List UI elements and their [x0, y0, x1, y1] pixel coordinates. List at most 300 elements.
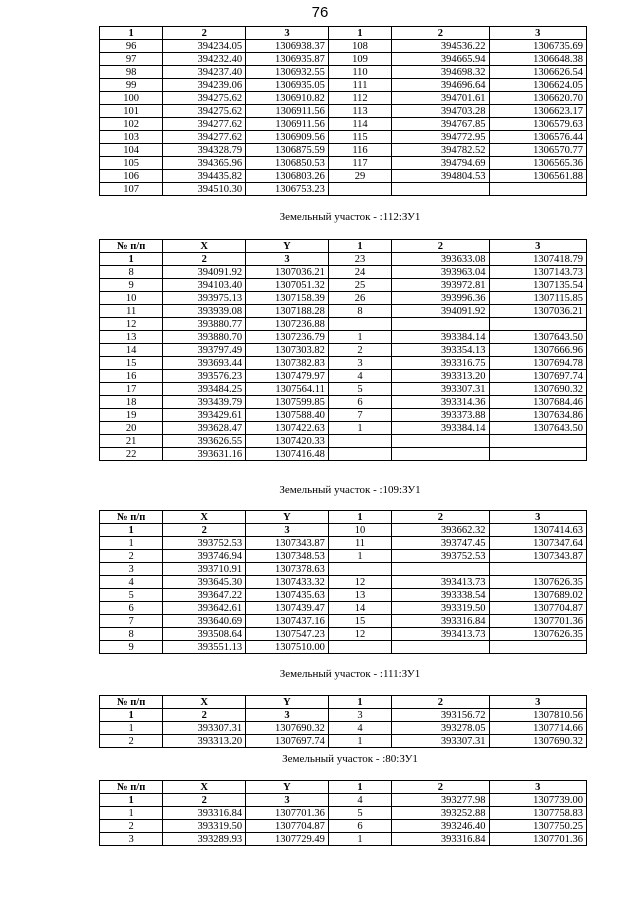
table-cell: 1306623.17 [489, 105, 586, 118]
table-row [100, 641, 587, 654]
table-cell: 2 [163, 253, 246, 266]
table-cell: 1306909.56 [246, 131, 329, 144]
table-cell: 1307701.36 [246, 807, 329, 820]
table-row [100, 435, 587, 448]
table-cell: 393551.13 [163, 641, 246, 654]
table-row [100, 563, 587, 576]
table-cell: 394275.62 [163, 92, 246, 105]
table-cell: 1307704.87 [489, 602, 586, 615]
table-cell: 1307626.35 [489, 576, 586, 589]
table-cell: 393429.61 [163, 409, 246, 422]
table-cell: 22 [100, 448, 163, 461]
table-cell: 1307303.82 [246, 344, 329, 357]
table-cell: 393797.49 [163, 344, 246, 357]
table-cell: 14 [328, 602, 391, 615]
table-cell: 394804.53 [392, 170, 489, 183]
table-cell: 2 [392, 696, 489, 709]
table-cell: 1306570.77 [489, 144, 586, 157]
table-cell [489, 183, 586, 196]
table-cell: 1 [100, 524, 163, 537]
table-cell [328, 318, 391, 331]
table-cell: 393939.08 [163, 305, 246, 318]
table-cell: 2 [328, 344, 391, 357]
table-cell: 23 [328, 253, 391, 266]
table-cell: 15 [328, 615, 391, 628]
table-cell: 104 [100, 144, 163, 157]
table-cell: 393628.47 [163, 422, 246, 435]
table-cell: 393576.23 [163, 370, 246, 383]
table-row [100, 370, 587, 383]
table-cell: 1307115.85 [489, 292, 586, 305]
table-cell: 10 [328, 524, 391, 537]
table-cell: 11 [328, 537, 391, 550]
table-cell: 1 [328, 550, 391, 563]
table-cell: 8 [100, 266, 163, 279]
table-cell: 16 [100, 370, 163, 383]
table-cell: 393439.79 [163, 396, 246, 409]
table-cell: 1306935.87 [246, 53, 329, 66]
table-cell: 393975.13 [163, 292, 246, 305]
table-cell: 1307439.47 [246, 602, 329, 615]
table-row [100, 105, 587, 118]
table-cell: 1306620.70 [489, 92, 586, 105]
table-cell: 110 [328, 66, 391, 79]
table-cell: 393354.13 [392, 344, 489, 357]
header-row [100, 709, 587, 722]
table-cell: 1307666.96 [489, 344, 586, 357]
table-cell: 394794.69 [392, 157, 489, 170]
table-cell: 115 [328, 131, 391, 144]
table-cell: 13 [100, 331, 163, 344]
table-cell: 393246.40 [392, 820, 489, 833]
table-cell: 1 [100, 709, 163, 722]
table-cell: 21 [100, 435, 163, 448]
header-row [100, 240, 587, 253]
table-row [100, 79, 587, 92]
table-cell: 1307510.00 [246, 641, 329, 654]
table-cell: 3 [246, 253, 329, 266]
table-cell: 393631.16 [163, 448, 246, 461]
table-cell: 393633.08 [392, 253, 489, 266]
table-cell: 1307343.87 [246, 537, 329, 550]
table-cell: 393626.55 [163, 435, 246, 448]
table-cell: 394239.06 [163, 79, 246, 92]
header-row [100, 524, 587, 537]
table-cell: 2 [392, 27, 489, 40]
table-cell: 1 [328, 27, 391, 40]
table-cell: 1306753.23 [246, 183, 329, 196]
table-cell: 1306935.05 [246, 79, 329, 92]
table-cell: № п/п [100, 240, 163, 253]
coordinate-table-80 [99, 780, 587, 846]
table-row [100, 576, 587, 589]
table-cell: 3 [489, 511, 586, 524]
table-cell: 1307690.32 [246, 722, 329, 735]
table-cell: 393319.50 [163, 820, 246, 833]
table-cell: 1307690.32 [489, 383, 586, 396]
table-cell: 1307036.21 [246, 266, 329, 279]
table-cell: Y [246, 240, 329, 253]
table-cell: 393640.69 [163, 615, 246, 628]
table-row [100, 118, 587, 131]
table-cell: 393746.94 [163, 550, 246, 563]
table-cell: 394232.40 [163, 53, 246, 66]
table-cell: 393710.91 [163, 563, 246, 576]
table-cell: 394091.92 [163, 266, 246, 279]
table-cell: X [163, 511, 246, 524]
table-cell: 393384.14 [392, 331, 489, 344]
table-cell: 5 [328, 383, 391, 396]
table-cell: 3 [246, 524, 329, 537]
header-row [100, 27, 587, 40]
table-cell: 393313.20 [163, 735, 246, 748]
table-cell: 1307135.54 [489, 279, 586, 292]
table-cell: 1307378.63 [246, 563, 329, 576]
table-cell: 117 [328, 157, 391, 170]
table-cell: 9 [100, 641, 163, 654]
table-cell: 393316.84 [392, 833, 489, 846]
table-row [100, 40, 587, 53]
table-cell: 393316.75 [392, 357, 489, 370]
table-cell: 7 [328, 409, 391, 422]
table-row [100, 318, 587, 331]
table-row [100, 550, 587, 563]
table-cell: № п/п [100, 511, 163, 524]
table-cell: 1307714.66 [489, 722, 586, 735]
table-row [100, 833, 587, 846]
table-row [100, 448, 587, 461]
header-row [100, 511, 587, 524]
table-cell: 2 [163, 794, 246, 807]
table-cell: 1306565.36 [489, 157, 586, 170]
table-cell: 1306579.63 [489, 118, 586, 131]
table-row [100, 357, 587, 370]
table-row [100, 144, 587, 157]
table-cell: 1307382.83 [246, 357, 329, 370]
table-cell: 393662.32 [392, 524, 489, 537]
table-cell: 1307348.53 [246, 550, 329, 563]
table-cell: 20 [100, 422, 163, 435]
table-cell: 1 [100, 722, 163, 735]
table-cell: 2 [163, 524, 246, 537]
table-cell: 1 [328, 331, 391, 344]
table-cell: 1307433.32 [246, 576, 329, 589]
table-cell: 1307422.63 [246, 422, 329, 435]
table-cell: 4 [328, 370, 391, 383]
page-number: 76 [311, 4, 329, 21]
table-cell: 106 [100, 170, 163, 183]
table-cell: 394703.28 [392, 105, 489, 118]
table-row [100, 383, 587, 396]
table-cell: 12 [328, 628, 391, 641]
table-cell: 6 [328, 396, 391, 409]
table-cell: 1307729.49 [246, 833, 329, 846]
table-cell: 1307758.83 [489, 807, 586, 820]
table-cell: 393642.61 [163, 602, 246, 615]
coordinate-table-109 [99, 510, 587, 654]
table-cell: 1307564.11 [246, 383, 329, 396]
table-cell: 1 [328, 735, 391, 748]
table-cell: 4 [328, 722, 391, 735]
table-cell: 393314.36 [392, 396, 489, 409]
table-row [100, 422, 587, 435]
table-caption-109: Земельный участок - :109:ЗУ1 [279, 484, 421, 496]
table-cell: 7 [100, 615, 163, 628]
table-cell: 394536.22 [392, 40, 489, 53]
table-cell: 4 [100, 576, 163, 589]
table-cell: 394698.32 [392, 66, 489, 79]
table-cell: 101 [100, 105, 163, 118]
coordinate-table-111 [99, 695, 587, 748]
table-row [100, 66, 587, 79]
table-cell: 4 [328, 794, 391, 807]
table-cell: 8 [100, 628, 163, 641]
table-cell: Y [246, 511, 329, 524]
table-cell: 103 [100, 131, 163, 144]
table-cell: 393307.31 [392, 383, 489, 396]
table-cell: № п/п [100, 696, 163, 709]
table-cell: X [163, 240, 246, 253]
table-cell: 393252.88 [392, 807, 489, 820]
table-cell: 3 [328, 357, 391, 370]
table-cell: 1307437.16 [246, 615, 329, 628]
table-cell: 99 [100, 79, 163, 92]
table-cell: 97 [100, 53, 163, 66]
table-cell: 1306626.54 [489, 66, 586, 79]
table-cell: 3 [489, 240, 586, 253]
table-cell: 393289.93 [163, 833, 246, 846]
table-cell: 393963.04 [392, 266, 489, 279]
table-cell: 3 [246, 709, 329, 722]
table-cell: 3 [489, 27, 586, 40]
table-cell: 1307750.25 [489, 820, 586, 833]
table-cell [489, 448, 586, 461]
table-cell: 1307690.32 [489, 735, 586, 748]
table-cell: 1306561.88 [489, 170, 586, 183]
table-cell: 393693.44 [163, 357, 246, 370]
table-cell: 12 [328, 576, 391, 589]
table-cell: 14 [100, 344, 163, 357]
table-cell: 1307158.39 [246, 292, 329, 305]
table-cell: 24 [328, 266, 391, 279]
table-cell: 113 [328, 105, 391, 118]
table-cell: 394665.94 [392, 53, 489, 66]
table-cell: 394767.85 [392, 118, 489, 131]
table-cell: 393880.77 [163, 318, 246, 331]
table-cell: 116 [328, 144, 391, 157]
table-cell: 1307684.46 [489, 396, 586, 409]
table-cell: 1306938.37 [246, 40, 329, 53]
table-cell: 394701.61 [392, 92, 489, 105]
table-cell: 393880.70 [163, 331, 246, 344]
table-cell: 394510.30 [163, 183, 246, 196]
table-cell: 393972.81 [392, 279, 489, 292]
table-row [100, 602, 587, 615]
table-cell: 96 [100, 40, 163, 53]
table-cell: 393747.45 [392, 537, 489, 550]
table-cell: 1 [100, 27, 163, 40]
table-cell: 1307347.64 [489, 537, 586, 550]
table-row [100, 305, 587, 318]
table-cell [489, 318, 586, 331]
table-cell: 1307547.23 [246, 628, 329, 641]
table-cell: 1307343.87 [489, 550, 586, 563]
table-cell: 394234.05 [163, 40, 246, 53]
header-row [100, 253, 587, 266]
header-row [100, 696, 587, 709]
table-cell: 1307416.48 [246, 448, 329, 461]
table-cell: 2 [100, 550, 163, 563]
table-cell: 1306624.05 [489, 79, 586, 92]
table-cell: 1307701.36 [489, 615, 586, 628]
table-cell: 111 [328, 79, 391, 92]
table-cell: 1307435.63 [246, 589, 329, 602]
table-cell: 1306911.56 [246, 105, 329, 118]
table-cell: X [163, 696, 246, 709]
table-row [100, 157, 587, 170]
table-cell: 1307739.00 [489, 794, 586, 807]
table-cell: 107 [100, 183, 163, 196]
table-cell: 1307599.85 [246, 396, 329, 409]
table-row [100, 53, 587, 66]
table-row [100, 589, 587, 602]
table-cell: 394772.95 [392, 131, 489, 144]
table-cell [328, 641, 391, 654]
table-cell: 393413.73 [392, 576, 489, 589]
table-cell: 1307634.86 [489, 409, 586, 422]
table-cell: 1306735.69 [489, 40, 586, 53]
table-cell: 1307704.87 [246, 820, 329, 833]
table-row [100, 807, 587, 820]
table-cell: 394103.40 [163, 279, 246, 292]
table-cell [328, 183, 391, 196]
table-cell: № п/п [100, 781, 163, 794]
table-cell [392, 318, 489, 331]
table-cell: 394277.62 [163, 118, 246, 131]
table-cell: 100 [100, 92, 163, 105]
table-cell: 3 [328, 709, 391, 722]
table-cell: 3 [100, 563, 163, 576]
table-cell: 1307236.88 [246, 318, 329, 331]
table-cell: 1 [328, 833, 391, 846]
table-cell: 2 [100, 820, 163, 833]
table-cell: 6 [100, 602, 163, 615]
table-cell: 394696.64 [392, 79, 489, 92]
table-cell: 393319.50 [392, 602, 489, 615]
table-cell: 1306911.56 [246, 118, 329, 131]
table-cell: 1307626.35 [489, 628, 586, 641]
table-cell: 1307420.33 [246, 435, 329, 448]
table-row [100, 537, 587, 550]
table-cell: 13 [328, 589, 391, 602]
table-cell: Y [246, 781, 329, 794]
table-cell: 25 [328, 279, 391, 292]
table-row [100, 344, 587, 357]
table-cell: 393752.53 [392, 550, 489, 563]
table-cell: 3 [489, 781, 586, 794]
table-cell: 2 [163, 27, 246, 40]
table-cell: 10 [100, 292, 163, 305]
table-cell: 394237.40 [163, 66, 246, 79]
table-cell: 1307697.74 [489, 370, 586, 383]
table-cell: 1307701.36 [489, 833, 586, 846]
table-row [100, 331, 587, 344]
table-cell: 1 [328, 422, 391, 435]
table-cell: 393508.64 [163, 628, 246, 641]
table-cell: 3 [246, 27, 329, 40]
coordinate-table-112 [99, 239, 587, 461]
table-cell: 1307051.32 [246, 279, 329, 292]
table-cell: 3 [100, 833, 163, 846]
table-cell: 393647.22 [163, 589, 246, 602]
table-cell: 9 [100, 279, 163, 292]
table-cell: 3 [489, 696, 586, 709]
table-cell: 394328.79 [163, 144, 246, 157]
table-row [100, 292, 587, 305]
table-cell: 393277.98 [392, 794, 489, 807]
table-cell: 393484.25 [163, 383, 246, 396]
table-row [100, 628, 587, 641]
table-cell: 109 [328, 53, 391, 66]
table-cell: 1 [100, 794, 163, 807]
table-cell [392, 435, 489, 448]
table-cell: 1306850.53 [246, 157, 329, 170]
table-cell: 1307643.50 [489, 331, 586, 344]
table-row [100, 735, 587, 748]
table-cell: 393278.05 [392, 722, 489, 735]
table-cell: 114 [328, 118, 391, 131]
table-cell: 394091.92 [392, 305, 489, 318]
table-caption-112: Земельный участок - :112:ЗУ1 [279, 211, 421, 223]
table-caption-111: Земельный участок - :111:ЗУ1 [279, 668, 421, 680]
table-row [100, 92, 587, 105]
table-cell: 1 [100, 807, 163, 820]
table-cell: 393313.20 [392, 370, 489, 383]
table-cell: 1307694.78 [489, 357, 586, 370]
header-row [100, 781, 587, 794]
table-cell: 1 [328, 511, 391, 524]
table-cell: 1307188.28 [246, 305, 329, 318]
table-cell: 394277.62 [163, 131, 246, 144]
table-cell: 102 [100, 118, 163, 131]
table-cell: Y [246, 696, 329, 709]
table-cell: 26 [328, 292, 391, 305]
table-cell [392, 183, 489, 196]
table-caption-80: Земельный участок - :80:ЗУ1 [282, 753, 418, 765]
table-row [100, 409, 587, 422]
table-row [100, 615, 587, 628]
table-cell: 1307036.21 [489, 305, 586, 318]
table-cell: 1306648.38 [489, 53, 586, 66]
table-cell: 1307588.40 [246, 409, 329, 422]
table-cell: 1306932.55 [246, 66, 329, 79]
table-cell [328, 563, 391, 576]
table-cell: 394782.52 [392, 144, 489, 157]
table-cell: 2 [392, 781, 489, 794]
table-cell: 5 [100, 589, 163, 602]
table-cell [392, 641, 489, 654]
table-cell: 18 [100, 396, 163, 409]
table-cell: 393316.84 [163, 807, 246, 820]
table-row [100, 722, 587, 735]
table-cell: 1306576.44 [489, 131, 586, 144]
table-cell [328, 435, 391, 448]
table-cell: 393307.31 [392, 735, 489, 748]
table-cell [392, 563, 489, 576]
table-cell: 8 [328, 305, 391, 318]
table-cell: 394435.82 [163, 170, 246, 183]
table-row [100, 396, 587, 409]
